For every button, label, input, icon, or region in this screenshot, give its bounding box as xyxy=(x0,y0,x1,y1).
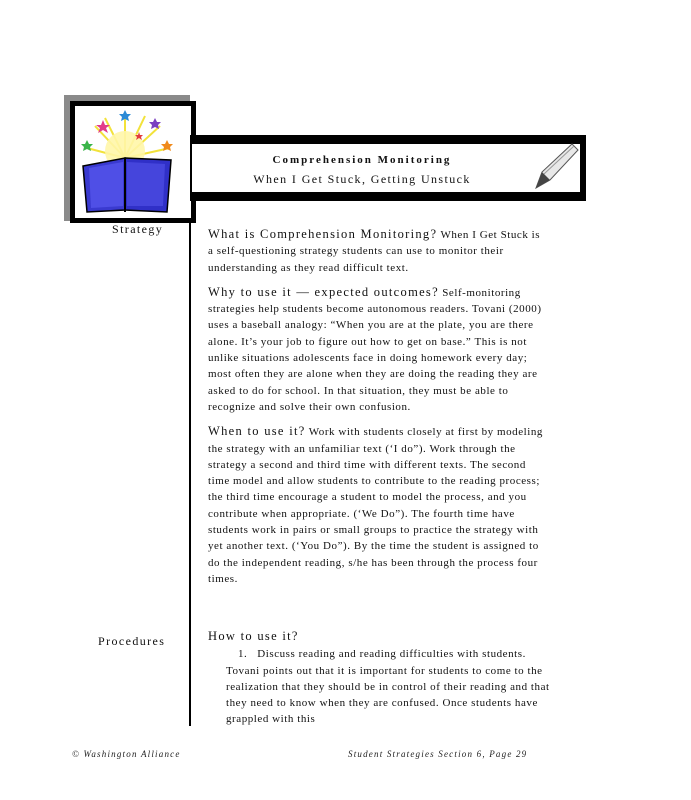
why-section xyxy=(208,284,548,415)
footer-page-number: Student Strategies Section 6, Page 29 xyxy=(348,749,528,759)
strategy-label: Strategy xyxy=(112,222,164,236)
procedure-item-text: Discuss reading and reading difficulties with students. Tovani points out that it is important for students to come to the realization that they should be in control of their reading and that they need to know when they are confused. Once students have grappled with this xyxy=(226,648,550,726)
footer-copyright: © Washington Alliance xyxy=(72,749,181,759)
main-content xyxy=(208,226,548,595)
what-section xyxy=(208,226,548,276)
procedures-label: Procedures xyxy=(98,634,166,648)
document-subtitle: When I Get Stuck, Getting Unstuck xyxy=(253,172,471,186)
procedure-item-number: 1. xyxy=(238,648,248,661)
procedures-section xyxy=(208,628,553,728)
why-body: Self-monitoring strategies help students become autonomous readers. Tovani (2000) uses a baseball analogy: “When you are at the plate, you are there alone. It’s your job to figure out how to get on base.” This is not unlike situations adolescents face in doing homework every day; most often they are alone when they are doing the reading they are asked to do for school. In that situation, they must be able to recognize and solve their own confusion. xyxy=(208,286,542,413)
logo-frame xyxy=(70,101,196,223)
how-heading: How to use it? xyxy=(208,629,299,643)
open-book-with-stars-icon xyxy=(75,106,191,218)
when-heading: When to use it? xyxy=(208,424,306,439)
procedure-item xyxy=(226,646,553,727)
pen-icon xyxy=(532,142,580,192)
when-body: Work with students closely at first by modeling the strategy with an unfamiliar text (‘I do”). Work through the strategy a second and third time with different texts. The second time model and allow students to contribute to the reading process; the third time encourage a student to model the process, and you contribute when appropriate. (‘We Do”). The fourth time have students work in pairs or small groups to practice the strategy with yet another text. (‘You Do”). By the time the student is assigned to do the independent reading, s/he has been through the process four times. xyxy=(208,426,543,585)
column-divider xyxy=(189,221,191,726)
document-title: Comprehension Monitoring xyxy=(272,154,452,166)
title-banner xyxy=(192,141,580,195)
what-heading: What is Comprehension Monitoring? xyxy=(208,227,438,241)
what-body: When I Get Stuck is a self-questioning strategy students can use to monitor their understanding as they read difficult text. xyxy=(208,229,541,274)
why-heading: Why to use it — expected outcomes? xyxy=(208,284,439,299)
when-section xyxy=(208,423,548,587)
